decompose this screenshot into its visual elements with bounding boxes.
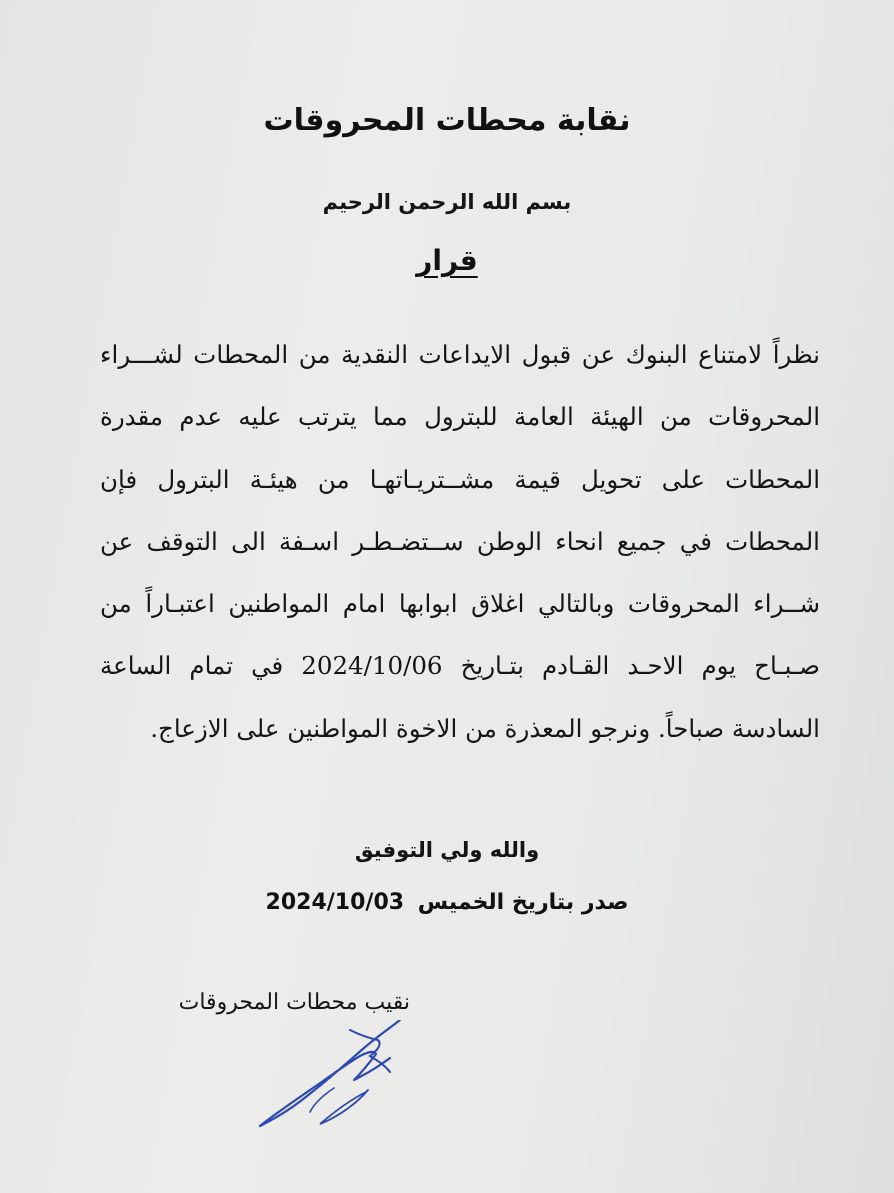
decision-heading-text: قرار xyxy=(416,244,478,277)
basmala: بسم الله الرحمن الرحيم xyxy=(322,190,572,214)
organization-title: نقابة محطات المحروقات xyxy=(263,103,631,138)
handwritten-signature xyxy=(250,1020,410,1130)
issue-date: 2024/10/03 xyxy=(265,890,405,915)
signatory-title: نقيب محطات المحروقات xyxy=(178,990,410,1015)
issue-line xyxy=(0,890,894,915)
closing-phrase: والله ولي التوفيق xyxy=(354,838,540,862)
decision-body: نظراً لامتناع البنوك عن قبول الايداعات النقدية من المحطات لشـــراء المحروقات من الهيئة العامة للبترول مما يترتب عليه عدم مقدرة المحطات على تحويل قيمة مشــتريـاتهـا من هيئـة البترول فإن المحطات في جميع انحاء الوطن ســتضـطـر اسـفة الى التوقف عن شــراء المحروقات وبالتالي اغلاق ابوابها امام المواطنين اعتبـاراً من صـبـاح يوم الاحـد القـادم بتـاريخ 2024/10/06 في تمام الساعة السادسة صباحاً. ونرجو المعذرة من الاخوة المواطنين على الازعاج. xyxy=(100,340,820,743)
issue-label: صدر بتاريخ الخميس xyxy=(417,890,629,915)
decision-heading xyxy=(0,244,894,277)
